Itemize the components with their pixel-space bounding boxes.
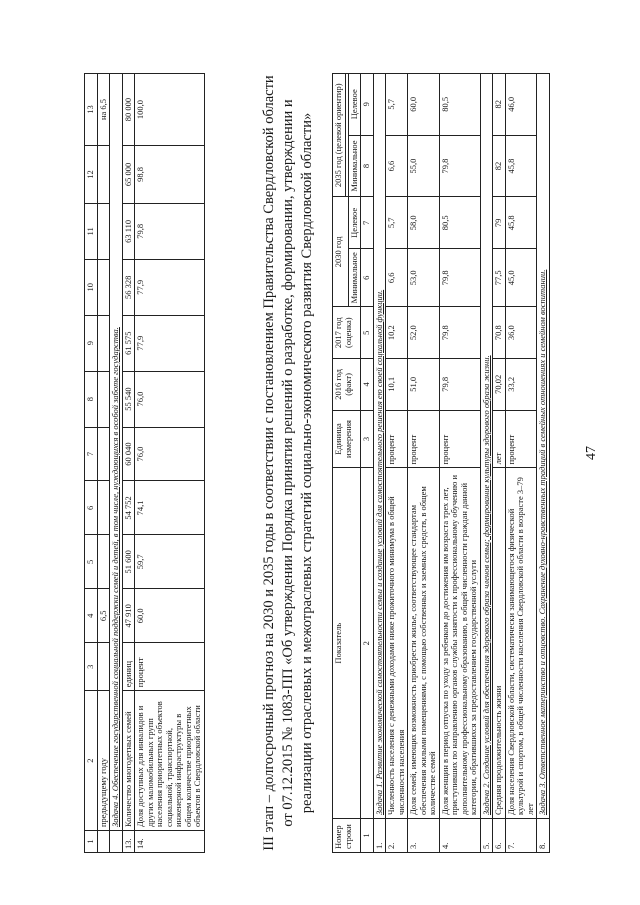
unit-cell: процент [439,410,480,468]
value-cell: 51,0 [408,359,440,411]
header-2035: 2035 год (целевой ориентир) [333,74,346,197]
section-row [480,74,493,853]
unit-cell: лет [493,410,506,468]
value-cell: 80,5 [439,74,480,136]
value-cell: 47 910 [122,589,135,643]
table-cell [97,535,110,589]
column-number: 7 [361,197,374,249]
value-cell: 98,8 [135,146,205,204]
value-cell: 60,0 [408,74,440,136]
column-number: 4 [361,359,374,411]
table-row [408,74,440,853]
table-row [493,74,506,853]
value-cell: 60,0 [135,589,205,643]
column-number: 10 [85,259,98,315]
page-number: 47 [584,446,599,460]
value-cell: 54 752 [122,481,135,535]
header-2017: 2017 год (оценка) [333,307,361,359]
value-cell: 58,0 [408,197,440,249]
note-value: 6,5 [97,589,110,643]
section-title: Задача 2. Создание условий для обеспечения здорового образа членов семьи; формирование культуры здорового образа жизни. [480,74,493,819]
table-cell [97,371,110,427]
row-number: 1. [373,819,386,853]
header-unit: Единица измерения [333,410,361,468]
value-cell: 10,2 [386,307,408,359]
value-cell: 5,7 [386,74,408,136]
column-number: 7 [85,427,98,481]
value-cell: 79 [493,197,506,249]
table-cell [97,146,110,204]
value-cell: 79,8 [135,203,205,259]
row-number: 8. [537,819,550,853]
row-number: 6. [493,819,506,853]
section-title: Задача 1. Развитие экономической самостоятельности семьи и создание условий для самостоятельного решения ею своей социальной функции. [373,74,386,819]
main-table-body [333,74,550,853]
column-number: 8 [361,135,374,197]
note-value: на 6,5 [97,74,110,146]
section-row [373,74,386,853]
main-forecast-table [332,73,550,853]
value-cell: 80,5 [439,197,480,249]
column-number: 13 [85,74,98,146]
indicator-name: Доля доступных для инвалидов и других маломобильных групп населения приоритетных объектов социальной, транспортной, инженерной инфраструктуры в общем количестве приоритетных объектов в Свердловской области [135,691,205,831]
continuation-header-row [85,74,98,853]
unit-cell: единиц [122,643,135,691]
indicator-name: Доля семей, имеющих возможность приобрести жилье, соответствующее стандартам обеспечения жилыми помещениями, с помощью собственных и заемных средств, в общем количестве семей [408,468,440,819]
value-cell: 46,0 [505,74,537,136]
header-min-2035: Минимальное [348,135,361,197]
value-cell: 82 [493,135,506,197]
column-number: 3 [85,643,98,691]
indicator-name: Доля населения Свердловской области, систематически занимающегося физической культурой и спортом, в общей численности населения Свердловской области в возрасте 3–79 лет [505,468,537,819]
header-num: Номер строки [333,819,361,853]
section-title: Задача 4. Обеспечение государственной социальной поддержки семей и детей, в том числе, нуждающихся в особой заботе государства. [110,74,123,831]
value-cell: 45,0 [505,249,537,307]
column-number: 4 [85,589,98,643]
value-cell: 59,7 [135,535,205,589]
table-cell [97,643,110,691]
row-number: 4. [439,819,480,853]
value-cell: 82 [493,74,506,136]
column-number: 2 [361,468,374,819]
value-cell: 63 110 [122,203,135,259]
value-cell: 76,0 [135,427,205,481]
section-row [537,74,550,853]
value-cell: 53,0 [408,249,440,307]
column-number: 5 [85,535,98,589]
unit-cell: процент [505,410,537,468]
value-cell: 77,9 [135,315,205,371]
header-min-2030: Минимальное [348,249,361,307]
value-cell: 100,0 [135,74,205,146]
unit-cell: процент [386,410,408,468]
table-cell [97,831,110,853]
value-cell: 55 540 [122,371,135,427]
table-cell [97,203,110,259]
value-cell: 65 000 [122,146,135,204]
continuation-table [84,73,205,853]
note-text: предыдущему году [97,691,110,831]
unit-cell: процент [408,410,440,468]
column-number: 9 [361,74,374,136]
column-number: 9 [85,315,98,371]
value-cell: 6,6 [386,135,408,197]
column-number: 8 [85,371,98,427]
column-number: 1 [361,819,374,853]
value-cell: 77,9 [135,259,205,315]
table-cell [97,427,110,481]
value-cell: 79,8 [439,249,480,307]
continuation-note-row [97,74,110,853]
value-cell: 52,0 [408,307,440,359]
value-cell: 80 000 [122,74,135,146]
table-row [386,74,408,853]
continuation-section-row [110,74,123,853]
table-row [135,74,205,853]
indicator-name: Доля женщин в период отпуска по уходу за ребенком до достижения им возраста трех лет, приступивших по направлению органов службы занятости к профессиональному обучению и дополнительному профессиональному образованию, в общей численности граждан данной категории, обратившихся за предоставлением государственной услуги [439,468,480,819]
value-cell: 51 600 [122,535,135,589]
value-cell: 45,8 [505,197,537,249]
stage-heading: III этап – долгосрочный прогноз на 2030 и 2035 годы в соответствии с постановлением Правительства Свердловской области от 07.12.2015 № 1083-ПП «Об утверждении Порядка принятия решений о разработке, формировании, утверждении и реализации отраслевых и межотраслевых стратегий социально-экономического развития Свердловской области» [261,75,315,851]
column-number: 5 [361,307,374,359]
value-cell: 60 040 [122,427,135,481]
indicator-name: Количество многодетных семей [122,691,135,831]
table-cell [97,259,110,315]
column-number: 11 [85,203,98,259]
header-target-2030: Целевое [348,197,361,249]
header-2016: 2016 год (факт) [333,359,361,411]
column-number: 2 [85,691,98,831]
column-number: 3 [361,410,374,468]
value-cell: 5,7 [386,197,408,249]
row-number: 13. [122,831,135,853]
column-number: 6 [85,481,98,535]
row-number: 14. [135,831,205,853]
table-cell [97,315,110,371]
main-header-row-1 [333,74,346,853]
value-cell: 79,8 [439,359,480,411]
table-cell [110,831,123,853]
indicator-name: Численность населения с денежными доходами ниже прожиточного минимума в общей численности населения [386,468,408,819]
value-cell: 77,5 [493,249,506,307]
header-target-2035: Целевое [348,74,361,136]
value-cell: 36,0 [505,307,537,359]
section-title: Задача 3. Ответственное материнство и отцовство. Сохранение духовно-нравственных традиций в семейных отношениях и семейном воспитании. [537,74,550,819]
value-cell: 33,2 [505,359,537,411]
header-2030: 2030 год [333,197,349,307]
value-cell: 70,8 [493,307,506,359]
value-cell: 45,8 [505,135,537,197]
value-cell: 6,6 [386,249,408,307]
row-number: 2. [386,819,408,853]
rotated-content [80,73,640,853]
table-row [439,74,480,853]
row-number: 7. [505,819,537,853]
table-row [505,74,537,853]
unit-cell: процент [135,643,205,691]
column-number: 12 [85,146,98,204]
value-cell: 61 575 [122,315,135,371]
table-row [122,74,135,853]
table-cell [97,481,110,535]
column-number: 1 [85,831,98,853]
value-cell: 74,1 [135,481,205,535]
value-cell: 76,0 [135,371,205,427]
row-number: 5. [480,819,493,853]
header-indicator: Показатель [333,468,361,819]
value-cell: 55,0 [408,135,440,197]
continuation-table-body [85,74,205,853]
value-cell: 79,8 [439,135,480,197]
value-cell: 70,02 [493,359,506,411]
value-cell: 79,8 [439,307,480,359]
value-cell: 10,1 [386,359,408,411]
row-number: 3. [408,819,440,853]
indicator-name: Средняя продолжительность жизни [493,468,506,819]
main-column-numbers [361,74,374,853]
value-cell: 56 328 [122,259,135,315]
column-number: 6 [361,249,374,307]
